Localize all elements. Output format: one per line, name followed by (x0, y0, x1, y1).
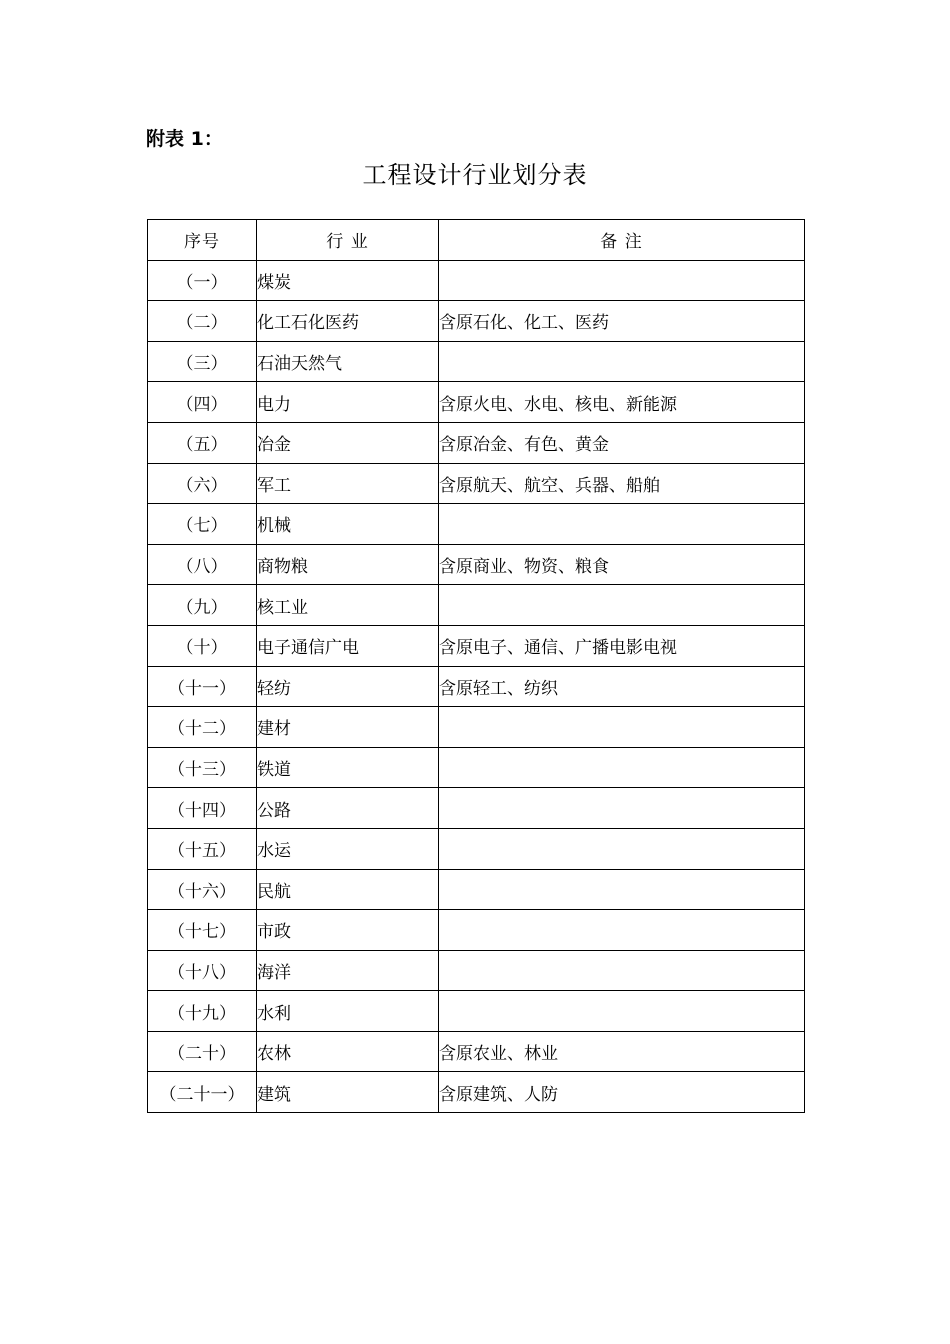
table-row (148, 544, 805, 585)
industry-cell: 市政 (257, 910, 439, 951)
seq-cell: （四） (148, 382, 257, 423)
note-cell (439, 869, 805, 910)
seq-cell: （九） (148, 585, 257, 626)
industry-cell: 铁道 (257, 747, 439, 788)
page-title: 工程设计行业划分表 (362, 161, 588, 189)
seq-cell: （三） (148, 341, 257, 382)
table-row (148, 463, 805, 504)
header-note: 备 注 (439, 220, 805, 261)
table-row (148, 301, 805, 342)
table-row (148, 585, 805, 626)
table-row (148, 828, 805, 869)
seq-cell: （十六） (148, 869, 257, 910)
seq-cell: （七） (148, 504, 257, 545)
seq-cell: （五） (148, 422, 257, 463)
table-row (148, 788, 805, 829)
industry-cell: 建材 (257, 707, 439, 748)
table-row (148, 1031, 805, 1072)
industry-cell: 公路 (257, 788, 439, 829)
seq-cell: （十） (148, 625, 257, 666)
industry-cell: 电力 (257, 382, 439, 423)
industry-cell: 电子通信广电 (257, 625, 439, 666)
table-row (148, 666, 805, 707)
industry-cell: 机械 (257, 504, 439, 545)
note-cell: 含原火电、水电、核电、新能源 (439, 382, 805, 423)
seq-cell: （十八） (148, 950, 257, 991)
table-row (148, 1072, 805, 1113)
industry-cell: 农林 (257, 1031, 439, 1072)
seq-cell: （十九） (148, 991, 257, 1032)
note-cell (439, 747, 805, 788)
note-cell: 含原冶金、有色、黄金 (439, 422, 805, 463)
table-row (148, 382, 805, 423)
table-row (148, 869, 805, 910)
seq-cell: （六） (148, 463, 257, 504)
table-row (148, 341, 805, 382)
table-row (148, 747, 805, 788)
note-cell (439, 585, 805, 626)
seq-cell: （十四） (148, 788, 257, 829)
note-cell (439, 341, 805, 382)
note-cell: 含原电子、通信、广播电影电视 (439, 625, 805, 666)
note-cell: 含原航天、航空、兵器、船舶 (439, 463, 805, 504)
seq-cell: （二十） (148, 1031, 257, 1072)
note-cell (439, 910, 805, 951)
note-cell: 含原农业、林业 (439, 1031, 805, 1072)
table-header-row (148, 220, 805, 261)
table-row (148, 260, 805, 301)
note-cell (439, 260, 805, 301)
note-cell (439, 828, 805, 869)
industry-cell: 煤炭 (257, 260, 439, 301)
note-cell (439, 707, 805, 748)
industry-cell: 轻纺 (257, 666, 439, 707)
industry-cell: 冶金 (257, 422, 439, 463)
note-cell: 含原轻工、纺织 (439, 666, 805, 707)
seq-cell: （十一） (148, 666, 257, 707)
table-row (148, 910, 805, 951)
header-seq: 序号 (148, 220, 257, 261)
note-cell (439, 788, 805, 829)
seq-cell: （一） (148, 260, 257, 301)
industry-cell: 石油天然气 (257, 341, 439, 382)
industry-table (147, 219, 805, 1113)
industry-cell: 水运 (257, 828, 439, 869)
industry-cell: 建筑 (257, 1072, 439, 1113)
note-cell (439, 504, 805, 545)
industry-cell: 核工业 (257, 585, 439, 626)
table-row (148, 504, 805, 545)
seq-cell: （十二） (148, 707, 257, 748)
industry-cell: 海洋 (257, 950, 439, 991)
industry-cell: 军工 (257, 463, 439, 504)
table-row (148, 991, 805, 1032)
industry-cell: 民航 (257, 869, 439, 910)
industry-cell: 水利 (257, 991, 439, 1032)
note-cell: 含原商业、物资、粮食 (439, 544, 805, 585)
attachment-label: 附表 1： (146, 128, 223, 150)
industry-cell: 化工石化医药 (257, 301, 439, 342)
seq-cell: （十五） (148, 828, 257, 869)
seq-cell: （十三） (148, 747, 257, 788)
note-cell (439, 950, 805, 991)
seq-cell: （二） (148, 301, 257, 342)
table-row (148, 707, 805, 748)
table-row (148, 422, 805, 463)
seq-cell: （十七） (148, 910, 257, 951)
header-industry: 行 业 (257, 220, 439, 261)
industry-cell: 商物粮 (257, 544, 439, 585)
note-cell: 含原石化、化工、医药 (439, 301, 805, 342)
seq-cell: （二十一） (148, 1072, 257, 1113)
note-cell: 含原建筑、人防 (439, 1072, 805, 1113)
seq-cell: （八） (148, 544, 257, 585)
table-row (148, 625, 805, 666)
note-cell (439, 991, 805, 1032)
table-row (148, 950, 805, 991)
